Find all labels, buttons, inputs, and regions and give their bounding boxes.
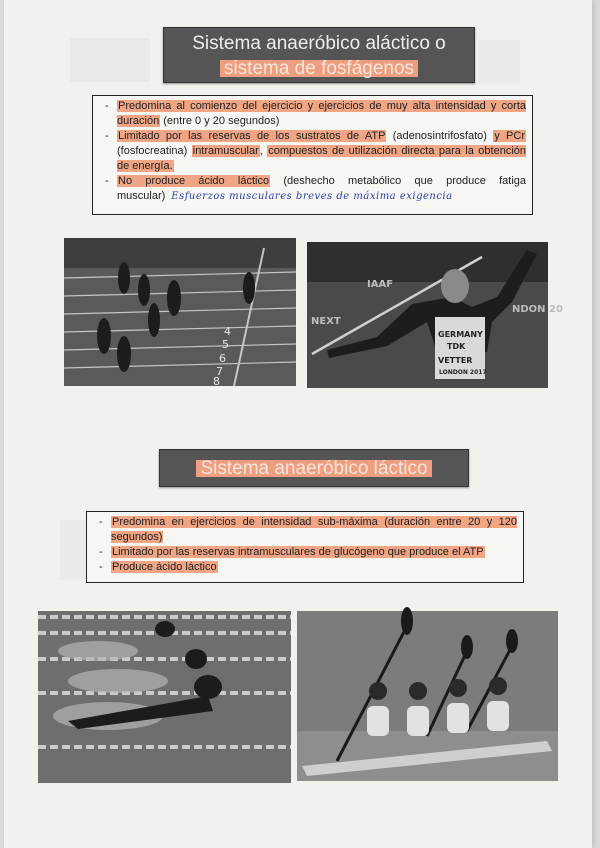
section1-bullet-3: - No produce ácido láctico (deshecho metabólico que produce fatiga muscular) Esfuerzos musculares breves de máxima exigencia	[117, 174, 526, 204]
lane-number-6: 6	[219, 352, 226, 365]
lane-number-4: 4	[224, 325, 231, 338]
section2-info-box	[86, 511, 524, 583]
section2-bullet-2: - Limitado por las reservas intramusculares de glucógeno que produce el ATP	[111, 545, 517, 560]
kayak-crew-photo	[297, 611, 558, 781]
banner-iaaf: IAAF	[367, 279, 394, 290]
bib-country: GERMANY	[438, 330, 483, 339]
section2-title: Sistema anaeróbico láctico	[196, 458, 431, 479]
bib-sponsor: TDK	[447, 342, 466, 351]
bib-name: VETTER	[438, 356, 473, 365]
section2-bullet-1: - Predomina en ejercicios de intensidad sub-máxima (duración entre 20 y 120 segundos)	[111, 515, 517, 545]
lane-number-7: 7	[216, 365, 223, 378]
section1-bullet-1: - Predomina al comienzo del ejercicio y ejercicios de muy alta intensidad y corta duración (entre 0 y 20 segundos)	[117, 99, 526, 129]
lane-number-5: 5	[222, 338, 229, 351]
banner-next: NEXT	[311, 316, 341, 327]
section1-title-box	[163, 27, 475, 83]
section2-bullet-3: - Produce ácido láctico	[111, 560, 517, 575]
section2-bullet-list	[95, 515, 517, 575]
section1-title-line2: sistema de fosfágenos	[220, 58, 418, 79]
section1-bullet-2: - Limitado por las reservas de los sustratos de ATP (adenosintrifosfato) y PCr (fosfocreatina) intramuscular, compuestos de utilización directa para la obtención de energía.	[117, 129, 526, 174]
bib-event: LONDON 2017	[439, 369, 487, 376]
lane-number-8: 8	[213, 375, 220, 388]
banner-london: NDON 20	[512, 304, 563, 315]
section2-title-box	[159, 449, 469, 487]
section1-info-box	[92, 95, 533, 215]
swimmers-photo	[38, 611, 291, 783]
javelin-thrower-photo	[307, 242, 563, 388]
sprint-race-photo	[64, 238, 296, 386]
section1-bullet-list	[101, 99, 526, 204]
section1-title-line1: Sistema anaeróbico aláctico o	[192, 33, 446, 54]
handwritten-note: Esfuerzos musculares breves de máxima exigencia	[171, 191, 453, 202]
